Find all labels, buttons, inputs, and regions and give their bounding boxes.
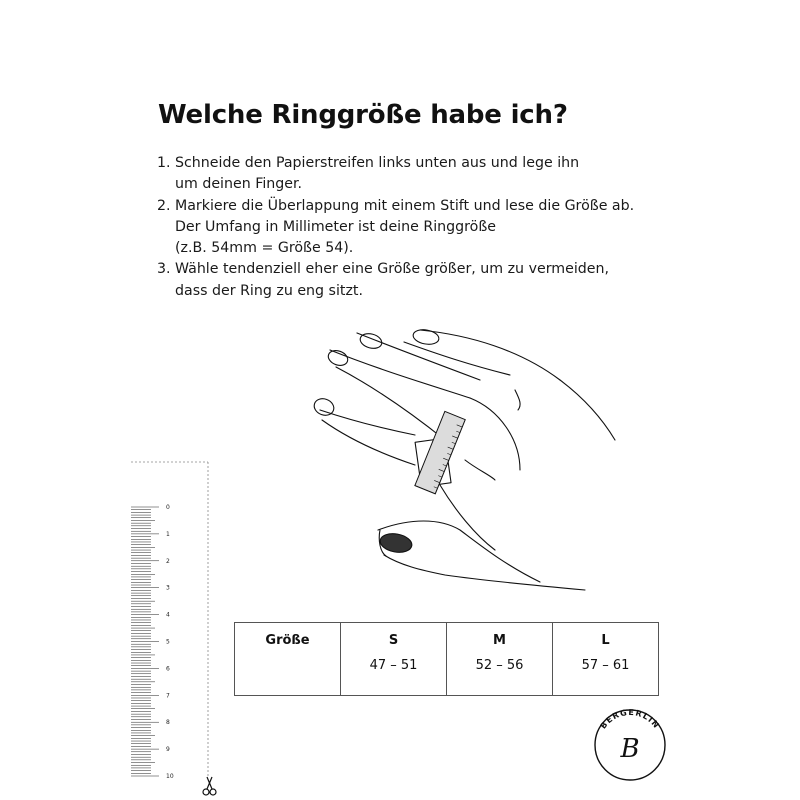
size-column-s <box>341 623 447 696</box>
size-label: S <box>388 633 399 648</box>
size-column-l <box>553 623 659 696</box>
size-table <box>234 622 659 696</box>
ruler-label: 6 <box>166 665 170 673</box>
ruler-labels <box>166 504 174 780</box>
ruler-label: 0 <box>166 504 170 511</box>
hand-illustration <box>312 328 615 590</box>
size-range: 47 – 51 <box>369 658 418 673</box>
size-table-header: Größe <box>235 623 341 696</box>
step-text: Wähle tendenziell eher eine Größe größer, um zu vermeiden, dass der Ring zu eng sitzt. <box>175 261 609 299</box>
brand-logo <box>595 708 665 780</box>
page-title: Welche Ringgröße habe ich? <box>158 100 568 130</box>
step-text: Schneide den Papierstreifen links unten aus und lege ihn um deinen Finger. <box>175 155 580 193</box>
size-label: L <box>601 633 610 648</box>
logo-monogram: B <box>620 734 640 764</box>
step-number: 1. <box>157 155 171 171</box>
ruler-ticks <box>131 507 159 776</box>
ruler-label: 8 <box>166 719 170 727</box>
paper-ruler-strip <box>131 462 208 780</box>
ruler-label: 7 <box>166 692 170 700</box>
ruler-label: 3 <box>166 584 170 592</box>
step-text: Markiere die Überlappung mit einem Stift und lese die Größe ab. Der Umfang in Millimeter ist deine Ringgröße (z.B. 54mm = Größe 54). <box>175 197 635 257</box>
ruler-label: 5 <box>166 638 170 646</box>
ruler-label: 2 <box>166 557 170 565</box>
logo-brand-text: BERGERLIN <box>598 707 662 731</box>
svg-text:BERGERLIN <box>599 708 662 731</box>
size-range: 52 – 56 <box>475 658 524 673</box>
step-number: 2. <box>157 197 171 214</box>
size-label: M <box>493 633 506 648</box>
size-range: 57 – 61 <box>581 658 630 673</box>
step-number: 3. <box>157 261 171 278</box>
ruler-label: 10 <box>166 773 174 780</box>
size-column-m <box>447 623 553 696</box>
ruler-label: 9 <box>166 746 170 754</box>
ruler-label: 1 <box>166 530 170 538</box>
scissors-icon <box>203 777 216 795</box>
ruler-label: 4 <box>166 611 170 619</box>
